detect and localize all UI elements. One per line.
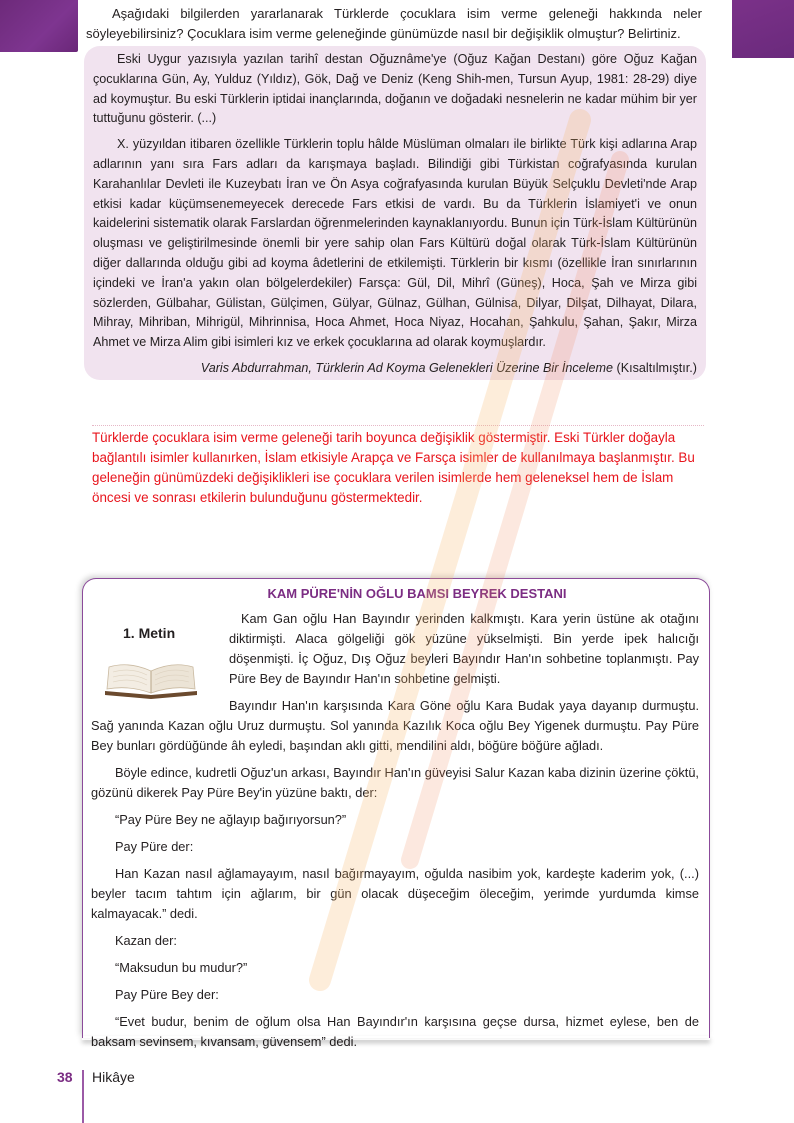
section-title: Hikâye [92,1069,135,1085]
story-body [91,609,699,1059]
reading-text-box [82,578,710,1049]
story-paragraph: Kam Gan oğlu Han Bayındır yerinden kalkmıştı. Kara yerin üstüne ak otağını diktirmişti. Alaca gölgeliği gök yüzüne yükselmişti. Bin yerde ipek halıcığı döşenmişti. İç Oğuz, Dış Oğuz beyleri Bayındır Han'ın sohbetine toplanmıştı. Pay Püre Bey de Bayındır Han'ın sohbetine gelmişti. [229,611,699,686]
text-label: 1. Metin [123,625,176,641]
story-paragraph: Böyle edince, kudretli Oğuz'un arkası, Bayındır Han'ın güveyisi Salur Kazan kaba dizinin üzerine çöktü, gözünü dikerek Pay Püre Bey'in yüzüne baktı, der: [91,765,699,800]
story-paragraph: Pay Püre der: [115,839,194,854]
question-text: Aşağıdaki bilgilerden yararlanarak Türklerde çocuklara isim verme geleneği hakkında neler söyleyebilirsiniz? Çocuklara isim verme geleneğinde günümüzde nasıl bir değişiklik olmuştur? Belirtiniz. [86,6,702,41]
footer-divider [82,1070,84,1123]
source-citation [93,359,697,379]
corner-decoration-right [732,0,794,58]
story-title: KAM PÜRE'NİN OĞLU BAMSI BEYREK DESTANI [267,586,567,601]
source-paragraph: Eski Uygur yazısıyla yazılan tarihî destan Oğuznâme'ye (Oğuz Kağan Destanı) göre Oğuz Kağan çocuklarına Gün, Ay, Yulduz (Yıldız), Gök, Dağ ve Deniz (Keng Shih-men, Tursun Ayup, 1981: 28-29) diye ad koymuştur. Bu eski Türklerin iptidai inançlarında, doğanın ve doğadaki nesnelerin ne kadar mühim bir yer tuttuğunu gösterir. (...) [93,52,697,126]
story-paragraph: Han Kazan nasıl ağlamayayım, nasıl bağırmayayım, oğulda nasibim yok, kardeşte kaderim yok, (...) beyler tacım tahtım için ağlarım, bir gün olacak düşeceğim öleceğim, yerimde yurdumda kimse kalmayacak.” dedi. [91,866,699,921]
source-excerpt-box [84,46,706,380]
story-paragraph: Bayındır Han'ın karşısında Kara Göne oğlu Kara Budak yaya dayanıp durmuştu. Sağ yanında Kazan oğlu Uruz durmuştu. Sol yanında Kazılık Koca oğlu Bey Yigenek durmuştu. Pay Püre Bey bunları gördüğünde âh eyledi, başından aklı gitti, mendilini aldı, böğüre böğüre ağladı. [91,698,699,753]
source-paragraph: X. yüzyıldan itibaren özellikle Türklerin toplu hâlde Müslüman olmaları ile birlikte Türk kişi adlarına Arap adlarının yanı sıra Fars adları da karışmaya başladı. Bilindiği gibi Türkistan coğrafyasında kurulan Karahanlılar Devleti ile Kuzeybatı İran ve Ön Asya coğrafyasında kurulan Büyük Selçuklu Devleti'nde Arap etkisi kadar küçümsenemeyecek derecede Fars etkisi de vardı. Bu da Türklerin İslamiyet'i ve onun kaidelerini sistematik olarak Farslardan öğrenmelerinden kaynaklanıyordu. Bunun için Türk-İslam Kültürünün oluşması ve geliştirilmesinde önemli bir yere sahip olan Fars Kültürü doğal olarak Türk-İslam Kültürünün diğer dallarında olduğu gibi ad koyma âdetlerini de etkilemişti. Türklerin bir kısmı (özellikle İran sınırlarının içindeki ve İran'a yakın olan bölgelerdekiler) Farsça: Gül, Dil, Mihrî (Güneş), Hoca, Şah ve Mirza gibi sözlerden, Gülbahar, Gülistan, Gülçimen, Gülyar, Gülnaz, Gülhan, Gülnisa, Dilyar, Dilşat, Dilhayat, Dilara, Mihray, Mihriban, Mihrigül, Mihrinnisa, Hoca Ahmet, Hoca Niyaz, Hocahan, Şahkulu, Şahan, Şakır, Mirza Ahmet ve Mirza Alim gibi isimleri kız ve erkek çocuklarına ad olarak koymuşlardır. [93,137,697,350]
story-paragraph: “Maksudun bu mudur?” [115,960,248,975]
story-paragraph: “Pay Püre Bey ne ağlayıp bağırıyorsun?” [115,812,347,827]
story-paragraph: Kazan der: [115,933,177,948]
story-paragraph: “Evet budur, benim de oğlum olsa Han Bayındır'ın karşısına geçse dursa, hizmet eylese, ben de baksam sevinsem, kıvansam, güvensem” dedi. [91,1014,699,1049]
page-number: 38 [57,1069,73,1085]
corner-decoration-left [0,0,78,52]
story-paragraph: Pay Püre Bey der: [115,987,219,1002]
citation-author-work: Varis Abdurrahman, Türklerin Ad Koyma Gelenekleri Üzerine Bir İnceleme [200,360,614,375]
citation-note: (Kısaltılmıştır.) [616,360,697,375]
answer-text: Türklerde çocuklara isim verme geleneği tarih boyunca değişiklik göstermiştir. Eski Türkler doğayla bağlantılı isimler kullanırken, İslam etkisiyle Arapça ve Farsça isimler de kullanılmaya başlanmıştır. Bu geleneğin günümüzdeki değişiklikleri ise çocuklara verilen isimlerde hem geleneksel hem de İslam öncesi ve sonrası etkilerin bulunduğunu göstermektedir. [92,425,704,508]
